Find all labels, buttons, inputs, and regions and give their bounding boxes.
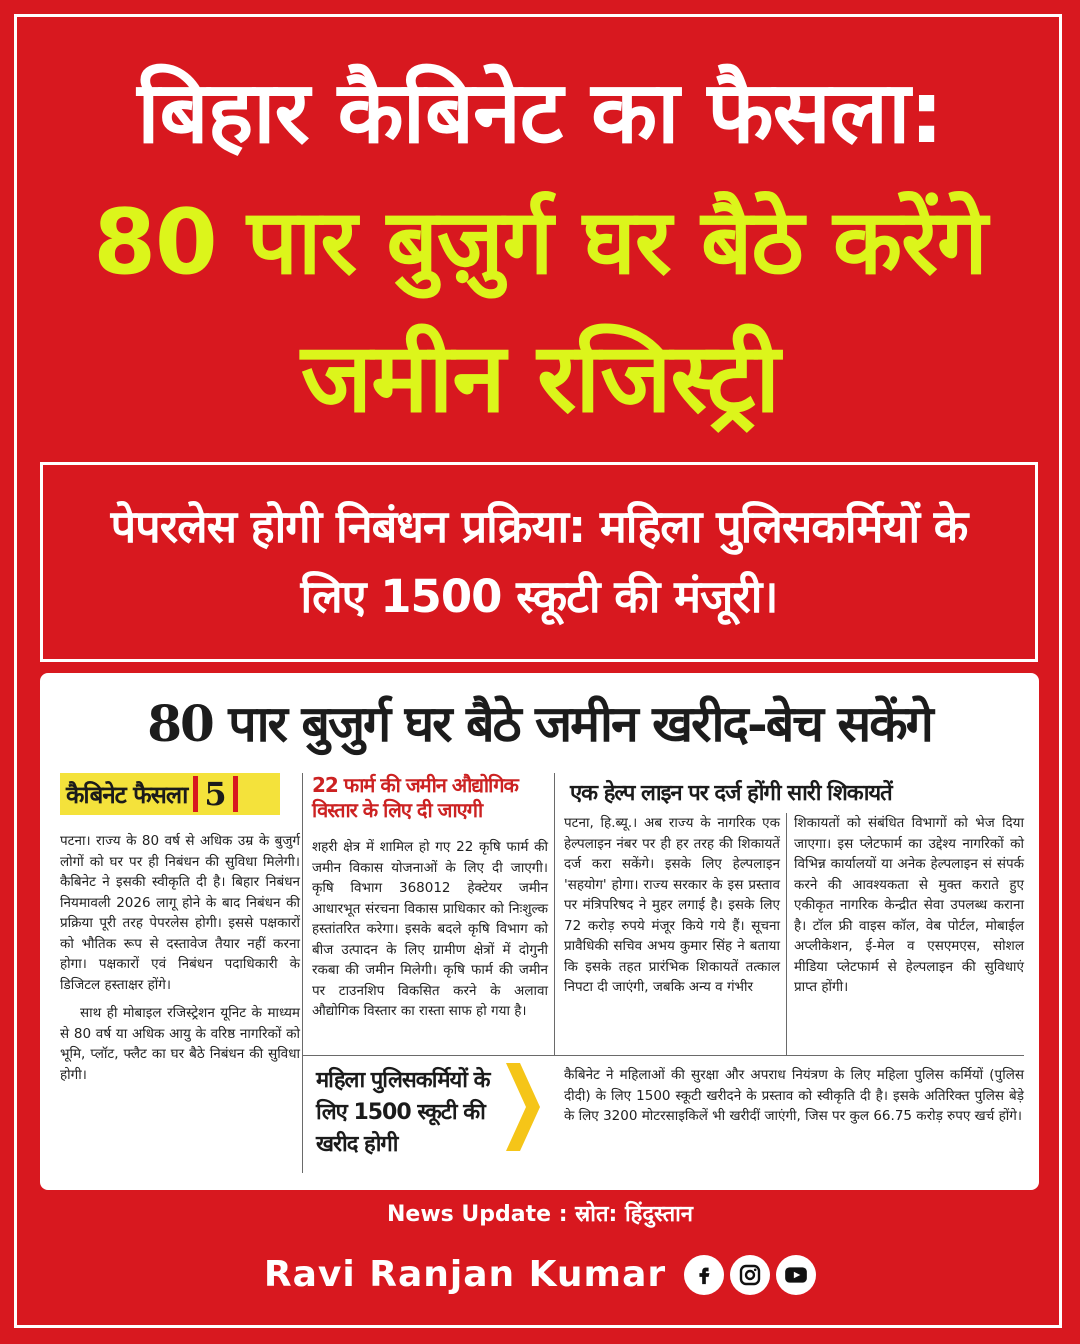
column-divider bbox=[302, 773, 303, 1173]
news-source: News Update : स्रोत: हिंदुस्तान bbox=[386, 1202, 694, 1227]
farm-land-body: शहरी क्षेत्र में शामिल हो गए 22 कृषि फार्म की जमीन विकास योजनाओं के लिए दी जाएगी। कृषि विभाग 368012 हेक्टेयर जमीन आधारभूत संरचना विकास प्राधिकार को निःशुल्क हस्तांतरित करेगा। इसके बदले कृषि विभाग को बीज उत्पादन के लिए ग्रामीण क्षेत्रों में दोगुनी रकबा की जमीन मिलेगी। कृषि फार्म की जमीन पर टाउनशिप विकसित करने के अलावा औद्योगिक विस्तार का रास्ता साफ हो गया है। bbox=[312, 839, 548, 1019]
registration-paragraph-1: पटना। राज्य के 80 वर्ष से अधिक उम्र के बुजुर्ग लोगों को घर पर ही निबंधन की सुविधा मिलेगी। कैबिनेट ने इसकी स्वीकृति दी है। बिहार निबंधन नियमावली 2026 लागू होने के बाद निबंधन की प्रक्रिया पूरी तरह पेपरलेस होगी। इससे पक्षकारों को भौतिक रूप से दस्तावेज तैयार नहीं करना होगा। पक्षकारों एवं निबंधन पदाधिकारी के डिजिटल हस्ताक्षर होंगे। bbox=[60, 833, 300, 993]
helpline-body-part1: पटना, हि.ब्यू.। अब राज्य के नागरिक एक हेल्पलाइन नंबर पर ही हर तरह की शिकायतें दर्ज करा सकेंगे। इसके लिए हेल्पलाइन 'सहयोग' होगा। राज्य सरकार के इस प्रस्ताव पर मंत्रिपरिषद ने मुहर लगाई है। इसके लिए 72 करोड़ रुपये मंजूर किये गये हैं। सूचना प्रावैधिकी सचिव अभय कुमार सिंह ने बताया कि इसके तहत प्रारंभिक शिकायतें तत्काल निपटा दी जाएंगी, जबकि अन्य व गंभीर bbox=[564, 815, 780, 995]
footer bbox=[0, 1254, 1080, 1295]
badge-divider bbox=[193, 776, 198, 812]
poster-headline-line2: 80 पार बुज़ुर्ग घर बैठे करेंगे bbox=[93, 190, 987, 295]
facebook-icon[interactable] bbox=[684, 1255, 724, 1295]
scooty-title: महिला पुलिसकर्मियों के लिए 1500 स्कूटी की खरीद होगी bbox=[316, 1068, 490, 1157]
social-icons bbox=[684, 1255, 816, 1295]
column-divider bbox=[554, 773, 555, 1055]
subheadline-line1: पेपरलेस होगी निबंधन प्रक्रिया: महिला पुलिसकर्मियों के bbox=[110, 500, 968, 554]
subheadline-line2: लिए 1500 स्कूटी की मंजूरी। bbox=[300, 570, 778, 623]
youtube-icon[interactable] bbox=[776, 1255, 816, 1295]
farm-land-title: 22 फार्म की जमीन औद्योगिक विस्तार के लिए दी जाएगी bbox=[312, 773, 518, 822]
author-name: Ravi Ranjan Kumar bbox=[263, 1254, 667, 1295]
registration-paragraph-2: साथ ही मोबाइल रजिस्ट्रेशन यूनिट के माध्यम से 80 वर्ष या अधिक आयु के वरिष्ठ नागरिकों को भूमि, प्लॉट, फ्लैट का घर बैठे निबंधन की सुविधा होगी। bbox=[60, 1005, 300, 1083]
section-divider bbox=[302, 1055, 1024, 1056]
badge-number: 5 bbox=[204, 775, 227, 813]
scooty-body: कैबिनेट ने महिलाओं की सुरक्षा और अपराध नियंत्रण के लिए महिला पुलिस कर्मियों (पुलिस दीदी) के लिए 1500 स्कूटी खरीदने के प्रस्ताव को स्वीकृति दी है। इसके अतिरिक्त पुलिस बेड़े के लिए 3200 मोटरसाइकिलें भी खरीदीं जाएंगी, जिस पर कुल 66.75 करोड़ रुपए खर्च होंगे। bbox=[564, 1067, 1024, 1124]
poster-headline-line1: बिहार कैबिनेट का फैसला: bbox=[137, 63, 943, 163]
badge-divider bbox=[233, 776, 238, 812]
instagram-icon[interactable] bbox=[730, 1255, 770, 1295]
helpline-title: एक हेल्प लाइन पर दर्ज होंगी सारी शिकायतें bbox=[570, 781, 892, 806]
newspaper-headline: 80 पार बुजुर्ग घर बैठे जमीन खरीद-बेच सकेंगे bbox=[147, 694, 932, 753]
article-column-farm-land bbox=[312, 773, 548, 1022]
helpline-body-part2: शिकायतों को संबंधित विभागों को भेज दिया जाएगा। इस प्लेटफार्म का उद्देश्य नागरिकों को विभिन्न कार्यालयों या अनेक हेल्पलाइन सं संपर्क करने की आवश्यकता से मुक्त कराते हुए एकीकृत नागरिक केन्द्रीत सेवा उपलब्ध कराना है। टॉल फ्री वाइस कॉल, वेब पोर्टल, मोबाईल अप्लीकेशन, ई-मेल व एसएमएस, सोशल मीडिया प्लेटफार्म से हेल्पलाइन की सुविधाएं प्राप्त होंगी। bbox=[794, 815, 1024, 995]
badge-label: कैबिनेट फैसला bbox=[66, 780, 188, 809]
chevron-right-icon bbox=[502, 1059, 542, 1155]
subheadline-box bbox=[40, 462, 1038, 662]
newspaper-clipping bbox=[40, 673, 1039, 1190]
article-column-registration bbox=[60, 773, 300, 1085]
poster-headline-line3: जमीन रजिस्ट्री bbox=[300, 322, 780, 434]
column-divider bbox=[786, 813, 787, 1055]
cabinet-decision-badge bbox=[60, 773, 280, 815]
